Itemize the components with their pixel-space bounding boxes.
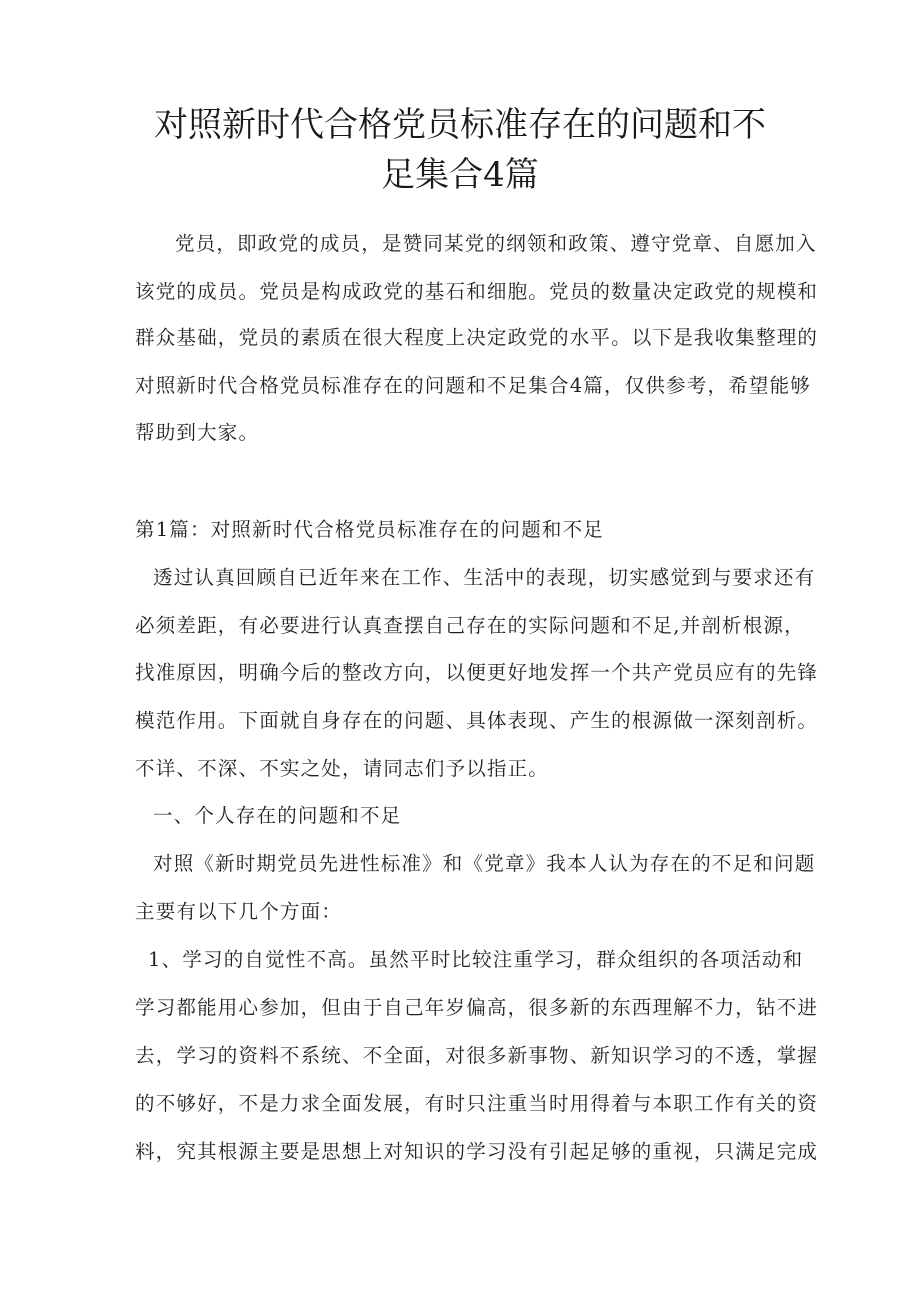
item1-line-5: 料，究其根源主要是思想上对知识的学习没有引起足够的重视，只满足完成	[135, 1140, 819, 1163]
section1-heading: 第1篇：对照新时代合格党员标准存在的问题和不足	[135, 518, 605, 541]
intro-line-5: 帮助到大家。	[135, 421, 260, 444]
para2-line-1: 对照《新时期党员先进性标准》和《党章》我本人认为存在的不足和问题	[153, 852, 816, 875]
section1-line-5: 不详、不深、不实之处，请同志们予以指正。	[135, 757, 550, 780]
subheading-personal-issues: 一、个人存在的问题和不足	[153, 804, 402, 827]
title-line-1: 对照新时代合格党员标准存在的问题和不	[154, 105, 766, 145]
item1-line-1: 1、学习的自觉性不高。虽然平时比较注重学习，群众组织的各项活动和	[148, 948, 804, 971]
section1-line-3: 找准原因，明确今后的整改方向，以便更好地发挥一个共产党员应有的先锋	[135, 661, 819, 684]
intro-line-1: 党员，即政党的成员，是赞同某党的纲领和政策、遵守党章、自愿加入	[175, 232, 817, 255]
intro-line-3: 群众基础，党员的素质在很大程度上决定政党的水平。以下是我收集整理的	[135, 326, 819, 349]
intro-line-4: 对照新时代合格党员标准存在的问题和不足集合4篇，仅供参考，希望能够	[135, 374, 812, 397]
title-line-2: 足集合4篇	[381, 155, 539, 195]
intro-line-2: 该党的成员。党员是构成政党的基石和细胞。党员的数量决定政党的规模和	[135, 280, 819, 303]
section1-line-1: 透过认真回顾自已近年来在工作、生活中的表现，切实感觉到与要求还有	[153, 566, 816, 589]
item1-line-3: 去，学习的资料不系统、不全面，对很多新事物、新知识学习的不透，掌握	[135, 1044, 819, 1067]
item1-line-4: 的不够好，不是力求全面发展，有时只注重当时用得着与本职工作有关的资	[135, 1092, 819, 1115]
item1-line-2: 学习都能用心参加，但由于自己年岁偏高，很多新的东西理解不力，钻不进	[135, 996, 819, 1019]
section1-line-4: 模范作用。下面就自身存在的问题、具体表现、产生的根源做一深刻剖析。	[135, 709, 819, 732]
section1-line-2: 必须差距，有必要进行认真查摆自己存在的实际问题和不足,并剖析根源，	[135, 614, 805, 637]
document-title	[120, 100, 800, 200]
para2-line-2: 主要有以下几个方面：	[135, 900, 343, 923]
